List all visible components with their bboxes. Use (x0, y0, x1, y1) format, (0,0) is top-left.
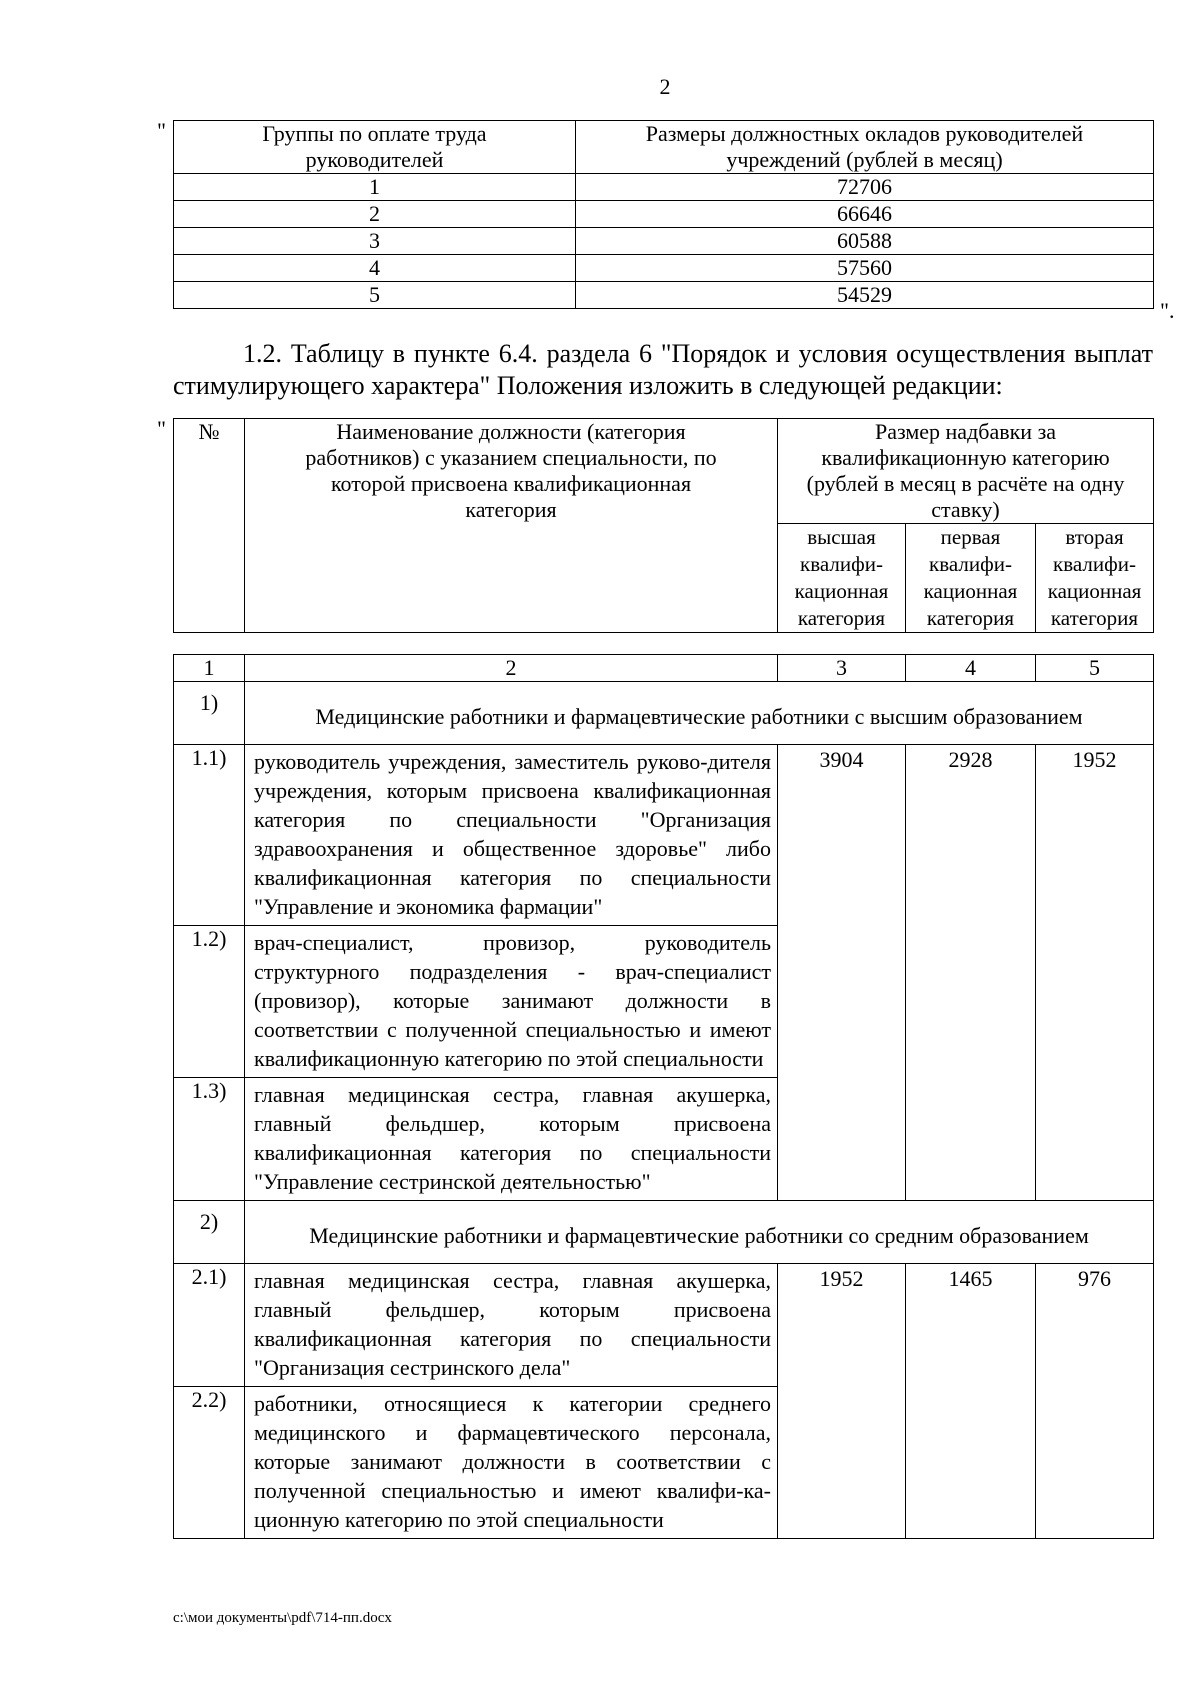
amendment-paragraph: 1.2. Таблицу в пункте 6.4. раздела 6 "Порядок и условия осуществления выплат стимулирующего характера" Положения изложить в следующей редакции: (173, 339, 1153, 400)
footer-file-path: c:\мои документы\pdf\714-пп.docx (173, 1610, 392, 1626)
group-cell: 5 (174, 282, 576, 309)
allowance-body-table (173, 654, 1154, 1539)
salary-cell: 66646 (576, 201, 1154, 228)
value-highest: 3904 (778, 745, 906, 1201)
value-second: 1952 (1036, 745, 1154, 1201)
table-row (174, 255, 1154, 282)
header-highest-category: высшая квалифи-кационная категория (778, 524, 906, 633)
item-number: 1.2) (174, 926, 245, 1078)
salary-cell: 57560 (576, 255, 1154, 282)
allowance-header-table (173, 418, 1154, 633)
col-number-1: 1 (174, 655, 245, 682)
table-row (174, 201, 1154, 228)
quote-open-1: " (157, 118, 166, 143)
group-row (174, 682, 1154, 745)
col-number-2: 2 (245, 655, 778, 682)
header-salaries: Размеры должностных окладов руководителей учреждений (рублей в месяц) (576, 121, 1154, 174)
group-cell: 1 (174, 174, 576, 201)
group-number: 1) (174, 682, 245, 745)
salary-cell: 60588 (576, 228, 1154, 255)
item-number: 1.3) (174, 1078, 245, 1201)
table-row (174, 1264, 1154, 1387)
header-groups: Группы по оплате труда руководителей (174, 121, 576, 174)
col-number-3: 3 (778, 655, 906, 682)
table-row (174, 228, 1154, 255)
item-text: главная медицинская сестра, главная акушерка, главный фельдшер, которым присвоена квалификационная категория по специальности "Управление сестринской деятельностью" (245, 1078, 778, 1201)
col-number-5: 5 (1036, 655, 1154, 682)
salary-groups-table (173, 120, 1154, 309)
value-second: 976 (1036, 1264, 1154, 1539)
group-row (174, 1201, 1154, 1264)
value-first: 1465 (906, 1264, 1036, 1539)
table-header-row (174, 121, 1154, 174)
group-cell: 4 (174, 255, 576, 282)
item-text: работники, относящиеся к категории среднего медицинского и фармацевтического персонала, которые занимают должности в соответствии с полученной специальностью и имеют квалифи-ка-ционную категорию по этой специальности (245, 1387, 778, 1539)
item-text: врач-специалист, провизор, руководитель структурного подразделения - врач-специалист (провизор), которые занимают должности в соответствии с полученной специальностью и имеют квалификационную категорию по этой специальности (245, 926, 778, 1078)
column-numbers-row (174, 655, 1154, 682)
header-allowance-size: Размер надбавки за квалификационную категорию (рублей в месяц в расчёте на одну ставку) (778, 419, 1154, 524)
salary-cell: 54529 (576, 282, 1154, 309)
header-first-category: первая квалифи-кационная категория (906, 524, 1036, 633)
value-highest: 1952 (778, 1264, 906, 1539)
group-number: 2) (174, 1201, 245, 1264)
group-title: Медицинские работники и фармацевтические работники со средним образованием (245, 1201, 1154, 1264)
item-text: руководитель учреждения, заместитель руково-дителя учреждения, которым присвоена квалификационная категория по специальности "Организация здравоохранения и общественное здоровье" либо квалификационная категория по специальности "Управление и экономика фармации" (245, 745, 778, 926)
item-number: 2.2) (174, 1387, 245, 1539)
table-row (174, 745, 1154, 926)
header-number: № (174, 419, 245, 633)
quote-close-1: ". (1160, 298, 1175, 323)
table-row (174, 282, 1154, 309)
table-row (174, 174, 1154, 201)
value-first: 2928 (906, 745, 1036, 1201)
group-cell: 3 (174, 228, 576, 255)
header-position-name: Наименование должности (категория работников) с указанием специальности, по которой присвоена квалификационная категория (245, 419, 778, 633)
group-title: Медицинские работники и фармацевтические работники с высшим образованием (245, 682, 1154, 745)
header-row-top (174, 419, 1154, 524)
page-number: 2 (659, 74, 671, 99)
header-second-category: вторая квалифи-кационная категория (1036, 524, 1154, 633)
quote-open-2: " (157, 416, 166, 441)
col-number-4: 4 (906, 655, 1036, 682)
item-number: 2.1) (174, 1264, 245, 1387)
item-text: главная медицинская сестра, главная акушерка, главный фельдшер, которым присвоена квалификационная категория по специальности "Организация сестринского дела" (245, 1264, 778, 1387)
item-number: 1.1) (174, 745, 245, 926)
salary-cell: 72706 (576, 174, 1154, 201)
group-cell: 2 (174, 201, 576, 228)
